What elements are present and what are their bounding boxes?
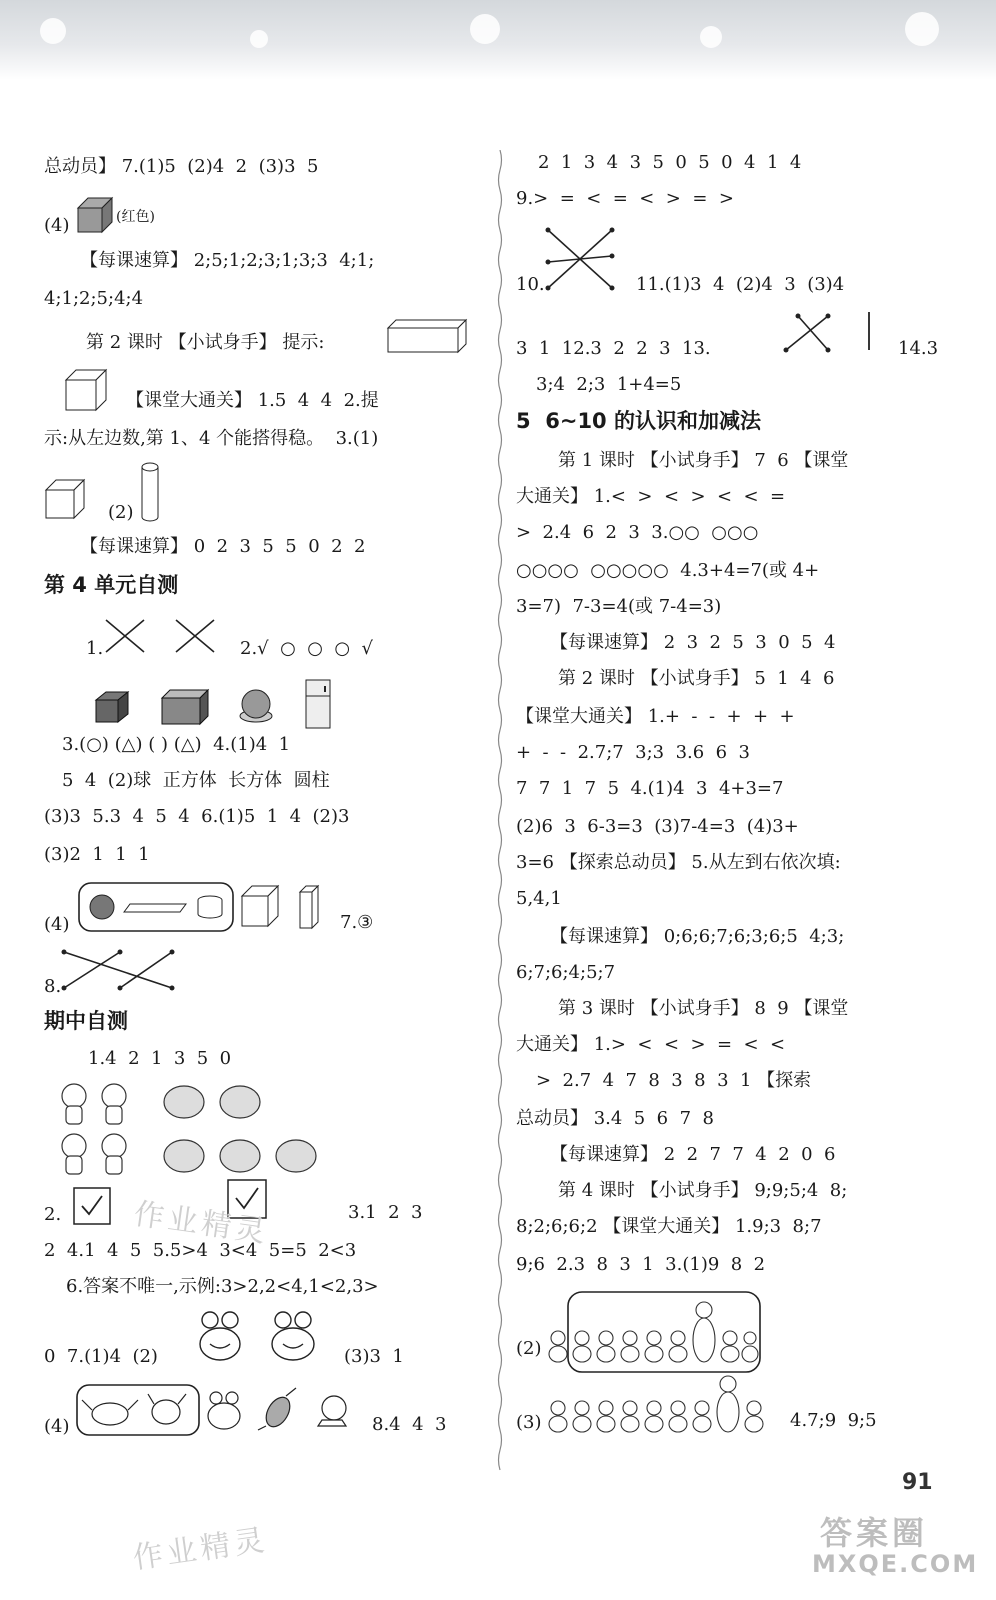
- answer-line: 【课堂大通关】 1.+ - - + + +: [516, 706, 795, 727]
- answer-line: 第 2 课时 【小试身手】 提示:: [86, 332, 325, 353]
- answer-line: > 2.4 6 2 3 3.○○ ○○○: [516, 522, 759, 543]
- matching-lines-icon: [60, 948, 180, 992]
- answer-line: 4.7;9 9;5: [790, 1410, 877, 1431]
- answer-line: 2 1 3 4 3 5 0 5 0 4 1 4: [538, 152, 802, 173]
- section-heading: 第 4 单元自测: [44, 573, 179, 597]
- check-box-icon: [72, 1186, 112, 1226]
- answer-line: 6.答案不唯一,示例:3>2,2<4,1<2,3>: [66, 1276, 379, 1297]
- cat-figures-icon: [58, 1080, 134, 1180]
- answer-line: 大通关】 1.< > < > < < =: [516, 486, 786, 507]
- answer-line: 总动员】 7.(1)5 (2)4 2 (3)3 5: [44, 156, 319, 177]
- answer-line: (4): [44, 914, 70, 935]
- cube-icon: [240, 884, 280, 928]
- watermark-text: 作业精灵: [130, 1522, 271, 1577]
- answer-line: 8.4 4 3: [372, 1414, 447, 1435]
- answer-line: (2): [108, 502, 134, 523]
- answer-line: 4;1;2;5;4;4: [44, 288, 144, 309]
- answer-line: 11.(1)3 4 (2)4 3 (3)4: [636, 274, 845, 295]
- answer-line: 1.: [86, 638, 104, 659]
- lobster-icon: [256, 1386, 300, 1432]
- matching-lines-icon: [544, 226, 616, 294]
- answer-line: 3.1 2 3: [348, 1202, 423, 1223]
- banner-bubble: [250, 30, 268, 48]
- cube-icon: [44, 478, 86, 520]
- watermark-text: 作业精灵: [131, 1196, 272, 1251]
- answer-line: 2.√ ○ ○ ○ √: [240, 638, 374, 659]
- answer-line: 大通关】 1.> < < > = < <: [516, 1034, 786, 1055]
- section-heading: 5 6~10 的认识和加减法: [516, 409, 761, 433]
- answer-line: (2)6 3 6-3=3 (3)7-4=3 (4)3+: [516, 816, 799, 837]
- ball-icon: [236, 686, 276, 726]
- answer-line: 8.: [44, 976, 62, 997]
- answer-line: > 2.7 4 7 8 3 8 3 1 【探索: [536, 1070, 812, 1091]
- answer-line: 【每课速算】 2;5;1;2;3;1;3;3 4;1;: [80, 250, 375, 271]
- answer-line: 7.③: [340, 912, 374, 933]
- box-icon: [160, 688, 210, 726]
- section-heading: 期中自测: [44, 1009, 128, 1033]
- answer-line: 【每课速算】 2 2 7 7 4 2 0 6: [550, 1144, 836, 1165]
- answer-line: 6;7;6;4;5;7: [516, 962, 616, 983]
- answer-line: 2.: [44, 1204, 62, 1225]
- banner-bubble: [905, 12, 939, 46]
- header-banner: [0, 0, 996, 80]
- answer-line: + - - 2.7;7 3;3 3.6 6 3: [516, 742, 750, 763]
- answer-line: 第 1 课时 【小试身手】 7 6 【课堂: [558, 450, 849, 471]
- answer-line: 14.3: [898, 338, 939, 359]
- answer-line: 1.4 2 1 3 5 0: [88, 1048, 232, 1069]
- answer-line: (2): [516, 1338, 542, 1359]
- column-divider: [497, 150, 503, 1480]
- answer-line: (4): [44, 215, 70, 236]
- watermark-text: MXQE.COM: [812, 1550, 979, 1578]
- frog-icon: [204, 1390, 244, 1432]
- matching-lines-icon: [782, 312, 832, 354]
- answer-line: 3;4 2;3 1+4=5: [536, 374, 682, 395]
- answer-line: 示:从左边数,第 1、4 个能搭得稳。 3.(1): [44, 428, 379, 449]
- answer-line: 0 7.(1)4 (2): [44, 1346, 158, 1367]
- answer-line: 总动员】 3.4 5 6 7 8: [516, 1108, 714, 1129]
- answer-line: (3): [516, 1412, 542, 1433]
- answer-line: 3=7) 7-3=4(或 7-4=3): [516, 596, 722, 617]
- page-number: 91: [902, 1470, 933, 1495]
- cuboid-icon: [386, 318, 468, 354]
- answer-line: (4): [44, 1416, 70, 1437]
- answer-line: 3.(○) (△) ( ) (△) 4.(1)4 1: [62, 734, 291, 755]
- answer-line: 9;6 2.3 8 3 1 3.(1)9 8 2: [516, 1254, 766, 1275]
- matching-lines-icon: [104, 618, 224, 654]
- answer-line: 第 3 课时 【小试身手】 8 9 【课堂: [558, 998, 849, 1019]
- answer-line: 3=6 【探索总动员】 5.从左到右依次填:: [516, 852, 841, 873]
- answer-line: 第 4 课时 【小试身手】 9;9;5;4 8;: [558, 1180, 848, 1201]
- banner-bubble: [40, 18, 66, 44]
- answer-line: 第 2 课时 【小试身手】 5 1 4 6: [558, 668, 835, 689]
- frog-icon: [268, 1310, 318, 1364]
- cuboid-icon: [298, 884, 320, 930]
- answer-line: ○○○○ ○○○○○ 4.3+4=7(或 4+: [516, 560, 820, 581]
- watermark-text: 答案圈: [820, 1514, 929, 1552]
- cube-icon: [76, 196, 114, 234]
- answer-line: (3)2 1 1 1: [44, 844, 150, 865]
- answer-line: 3 1 12.3 2 2 3 13.: [516, 338, 711, 359]
- banner-bubble: [470, 14, 500, 44]
- banner-bubble: [700, 26, 722, 48]
- answer-line: 7 7 1 7 5 4.(1)4 3 4+3=7: [516, 778, 784, 799]
- answer-line: 5 4 (2)球 正方体 长方体 圆柱: [62, 770, 330, 791]
- answer-line: 8;2;6;6;2 【课堂大通关】 1.9;3 8;7: [516, 1216, 822, 1237]
- cube-icon: [64, 368, 108, 412]
- answer-line: 10.: [516, 274, 545, 295]
- answer-line: 9.> = < = < > = >: [516, 188, 734, 209]
- snail-icon: [314, 1390, 350, 1432]
- cylinder-icon: [140, 462, 160, 522]
- bush-figures-icon: [162, 1080, 322, 1180]
- chick-group-box: [546, 1290, 762, 1374]
- answer-line: (3)3 1: [344, 1346, 404, 1367]
- fridge-icon: [304, 678, 334, 730]
- answer-line: 【每课速算】 2 3 2 5 3 0 5 4: [550, 632, 836, 653]
- rubiks-cube-icon: [94, 690, 130, 724]
- answer-line: 【课堂大通关】 1.5 4 4 2.提: [126, 390, 379, 411]
- answer-line: (3)3 5.3 4 5 4 6.(1)5 1 4 (2)3: [44, 806, 350, 827]
- answer-line: 5,4,1: [516, 888, 562, 909]
- answer-line: 2 4.1 4 5 5.5>4 3<4 5=5 2<3: [44, 1240, 357, 1261]
- shape-group-box: [78, 882, 234, 932]
- answer-line: 【每课速算】 0 2 3 5 5 0 2 2: [80, 536, 366, 557]
- animal-group-box: [76, 1384, 200, 1436]
- answer-line: 【每课速算】 0;6;6;7;6;3;6;5 4;3;: [550, 926, 845, 947]
- vertical-line-icon: [864, 310, 874, 352]
- answer-line: (红色): [116, 209, 155, 225]
- chick-row-icon: [546, 1372, 772, 1436]
- frog-icon: [196, 1310, 244, 1364]
